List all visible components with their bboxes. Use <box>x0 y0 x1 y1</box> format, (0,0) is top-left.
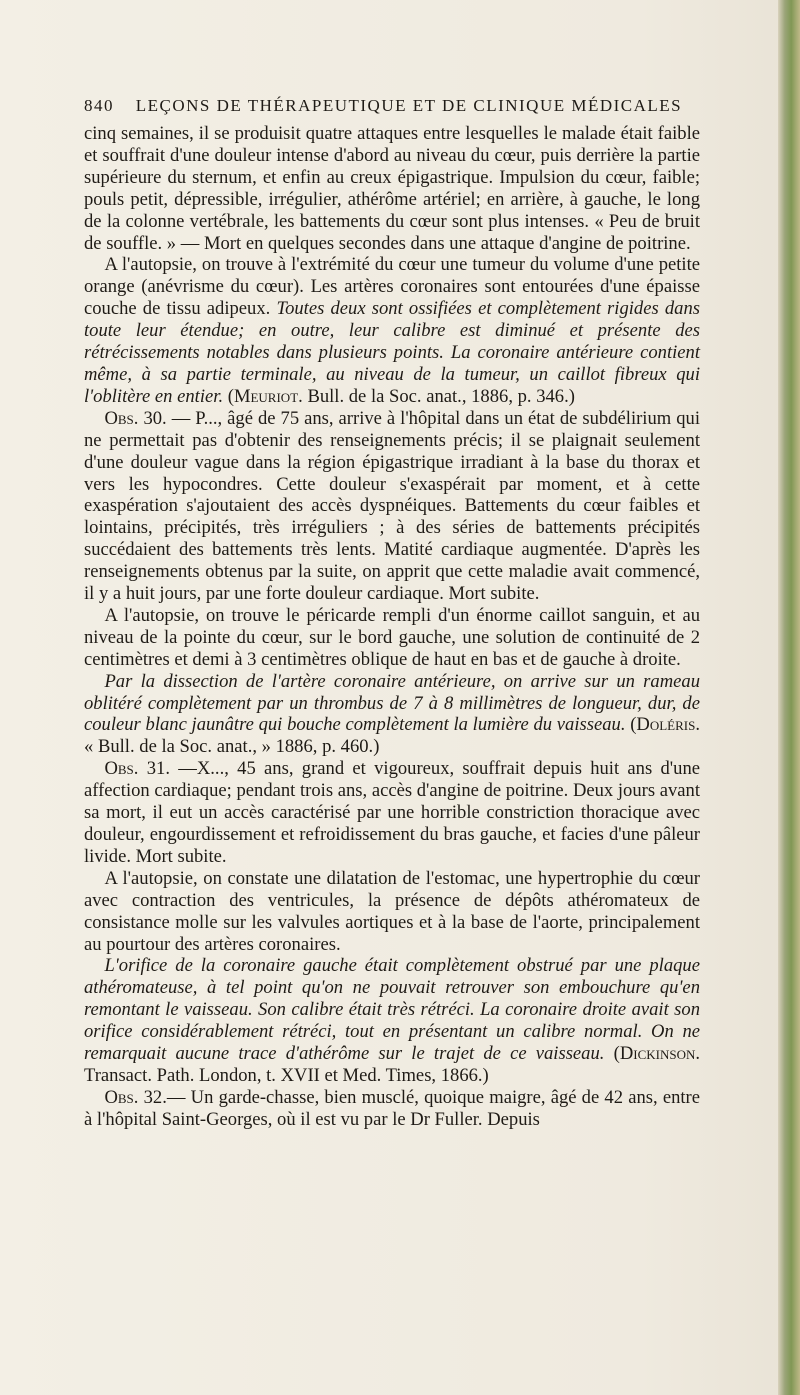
text-run: ( <box>625 714 637 736</box>
paragraph <box>84 123 700 254</box>
text-run: . 30. — P..., âgé de 75 ans, arrive à l'hôpital dans un état de subdélirium qui ne permettait pas d'obtenir des renseignements précis; il se plaignait seulement d'une douleur vague dans la région épigastrique irradiant à la base du thorax et vers les hypocondres. Cette douleur s'exaspérait par moment, et à cette exaspération s'ajoutaient des accès dyspnéiques. Battements du cœur faibles et lointains, précipités, très irréguliers ; à des séries de battements précipités succédaient des battements très lents. Matité cardiaque augmentée. D'après les renseignements obtenus par la suite, on apprit que cette maladie avait commencé, il y a huit jours, par une forte douleur cardiaque. Mort subite. <box>84 407 700 605</box>
paragraph <box>84 868 700 956</box>
text-run: . Bull. de la Soc. anat., 1886, p. 346.) <box>298 385 575 407</box>
page-body <box>84 123 700 1131</box>
small-caps-text: Obs <box>104 407 134 429</box>
text-run: ( <box>604 1043 620 1065</box>
text-run: . 31. —X..., 45 ans, grand et vigoureux, souffrait depuis huit ans d'une affection cardiaque; pendant trois ans, accès d'angine de poitrine. Deux jours avant sa mort, il eut un accès caractérisé par une horrible constriction thoracique avec douleur, engourdissement et refroidissement du bras gauche, et facies d'une pâleur livide. Mort subite. <box>84 758 700 867</box>
text-run: A l'autopsie, on trouve le péricarde rempli d'un énorme caillot sanguin, et au niveau de la pointe du cœur, sur le bord gauche, une solution de continuité de 2 centimètres et demi à 3 centimètres oblique de haut en bas et de gauche à droite. <box>84 604 700 670</box>
small-caps-text: Dickinson <box>619 1043 696 1065</box>
text-run: . Transact. Path. London, t. XVII et Med. Times, 1866.) <box>84 1043 701 1086</box>
small-caps-text: Doléris <box>636 714 696 736</box>
running-header <box>84 96 700 116</box>
italic-text: L'orifice de la coronaire gauche était complètement obstrué par une plaque athéromateuse, à tel point qu'on ne pouvait retrouver son embouchure qu'en remontant le vaisseau. Son calibre était très rétréci. La coronaire droite avait son orifice considérablement rétréci, tout en présentant un calibre normal. On ne remarquait aucune trace d'athérôme sur le trajet de ce vaisseau. <box>84 955 700 1065</box>
text-run: cinq semaines, il se produisit quatre attaques entre lesquelles le malade était faible et souffrait d'une douleur intense d'abord au niveau du cœur, puis derrière la partie supérieure du sternum, et enfin au creux épigastrique. Impulsion du cœur, faible; pouls petit, dépressible, irrégulier, athérôme artériel; en arrière, à gauche, le long de la colonne vertébrale, les battements du cœur sont plus intenses. « Peu de bruit de souffle. » — Mort en quelques secondes dans une attaque d'angine de poitrine. <box>84 123 700 254</box>
text-run: A l'autopsie, on constate une dilatation de l'estomac, une hypertrophie du cœur avec contraction des ventricules, la présence de dépôts athéromateux de consistance molle sur les valvules aortiques et à la base de l'aorte, principalement au pourtour des artères coronaires. <box>84 867 700 955</box>
small-caps-text: Meuriot <box>233 385 299 407</box>
italic-text: Toutes deux sont ossifiées et complètement rigides dans toute leur étendue; en outre, leur calibre est diminué et présente des rétrécissements notables dans plusieurs points. La coronaire antérieure contient même, à sa partie terminale, au niveau de la tumeur, un caillot fibreux qui l'oblitère en entier. <box>84 298 700 407</box>
small-caps-text: Obs <box>104 1086 134 1108</box>
page-number: 840 <box>84 96 114 115</box>
text-run: ( <box>223 385 234 407</box>
book-edge <box>778 0 800 1395</box>
paragraph <box>84 1087 700 1131</box>
text-run: A l'autopsie, on trouve à l'extrémité du cœur une tumeur du volume d'une petite orange (anévrisme du cœur). Les artères coronaires sont entourées d'une épaisse couche de tissu adipeux. <box>84 254 700 320</box>
text-run: . « Bull. de la Soc. anat., » 1886, p. 460.) <box>84 714 700 758</box>
paragraph <box>84 408 700 605</box>
paragraph <box>84 254 700 407</box>
small-caps-text: Obs <box>104 758 134 780</box>
paragraph <box>84 605 700 671</box>
paragraph <box>84 758 700 868</box>
paragraph <box>84 955 700 1086</box>
paragraph <box>84 671 700 759</box>
text-run: . 32.— Un garde-chasse, bien musclé, quoique maigre, âgé de 42 ans, entre à l'hôpital Saint-Georges, où il est vu par le Dr Fuller. Depuis <box>84 1086 700 1130</box>
italic-text: Par la dissection de l'artère coronaire antérieure, on arrive sur un rameau oblitéré complètement par un thrombus de 7 à 8 millimètres de longueur, dur, de couleur blanc jaunâtre qui bouche complètement la lumière du vaisseau. <box>84 670 700 736</box>
running-title: LEÇONS DE THÉRAPEUTIQUE ET DE CLINIQUE MÉDICALES <box>135 96 683 115</box>
